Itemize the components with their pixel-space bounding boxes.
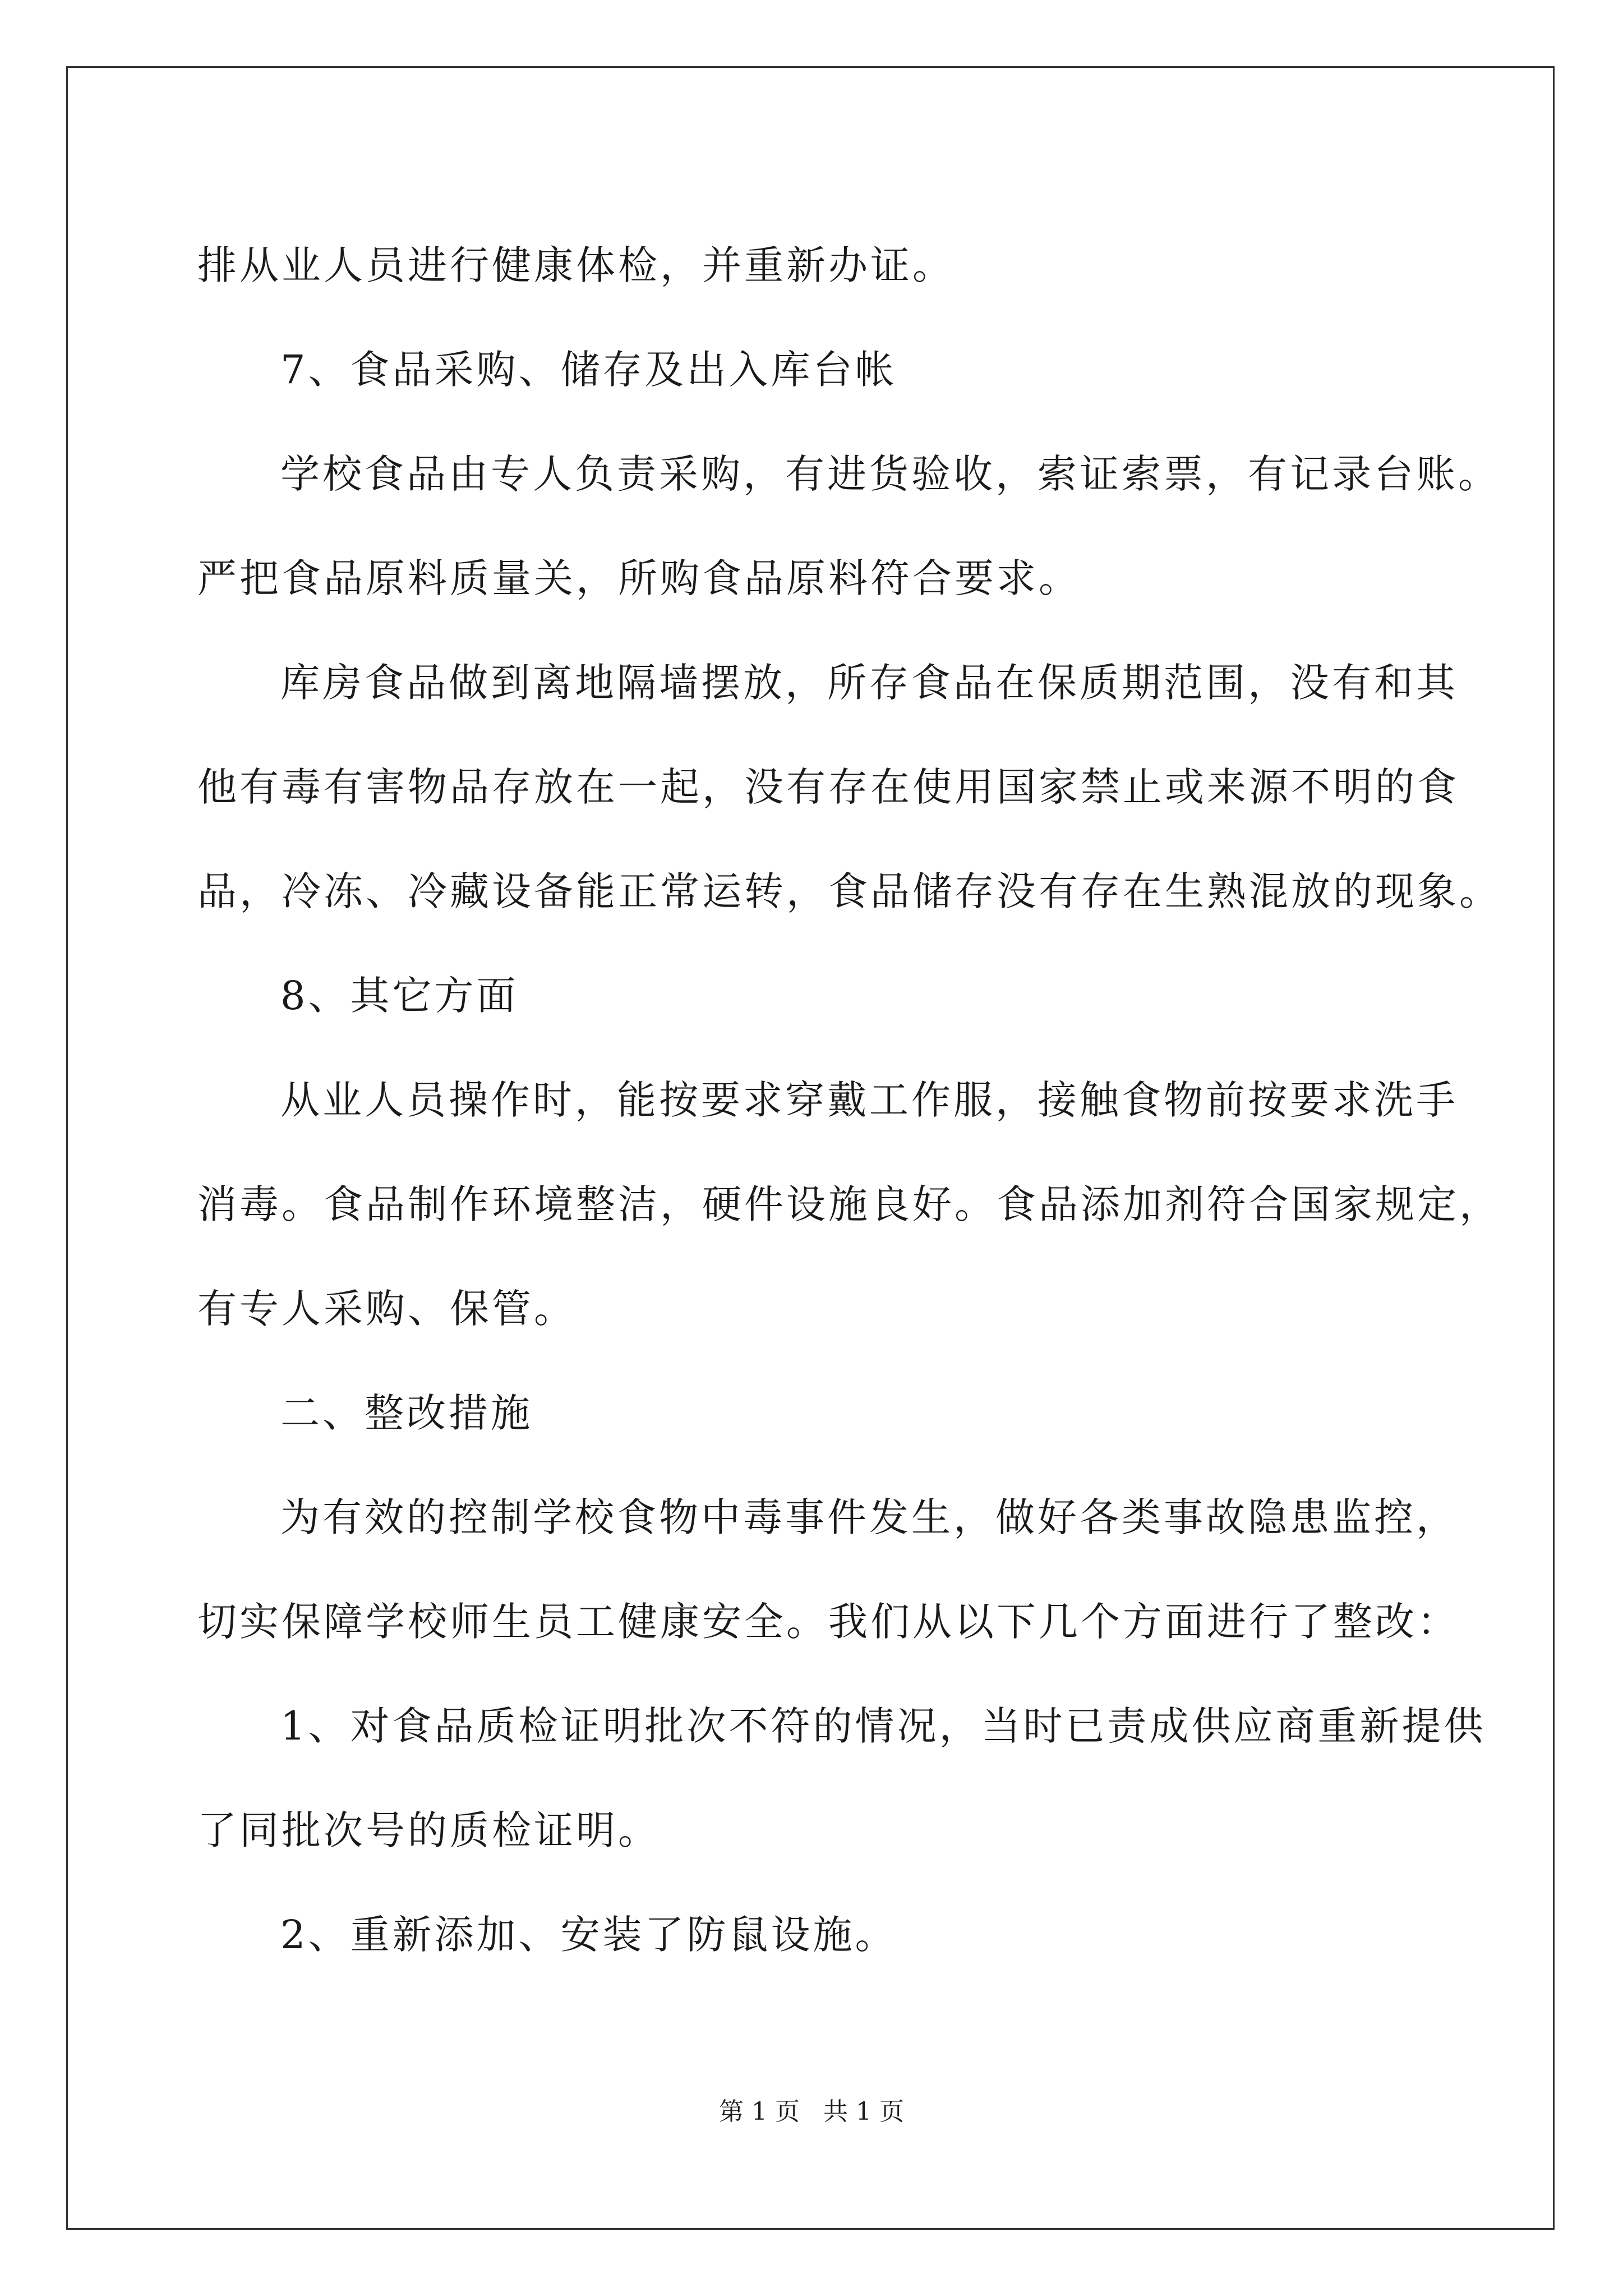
paragraph-line: 切实保障学校师生员工健康安全。我们从以下几个方面进行了整改： [197, 1599, 1459, 1645]
paragraph-line: 1、对食品质检证明批次不符的情况，当时已责成供应商重新提供 [280, 1703, 1486, 1749]
paragraph-line: 他有毒有害物品存放在一起，没有存在使用国家禁止或来源不明的食 [197, 764, 1459, 810]
paragraph-line: 了同批次号的质检证明。 [197, 1807, 660, 1853]
page-number-label: 第 1 页 共 1 页 [719, 2097, 904, 2126]
paragraph-line: 品，冷冻、冷藏设备能正常运转，食品储存没有存在生熟混放的现象。 [197, 868, 1501, 914]
paragraph-line: 消毒。食品制作环境整洁，硬件设施良好。食品添加剂符合国家规定， [197, 1181, 1501, 1227]
section-heading-rectification: 二、整改措施 [280, 1390, 533, 1436]
paragraph-line: 库房食品做到离地隔墙摆放，所存食品在保质期范围，没有和其 [280, 660, 1458, 706]
paragraph-line: 排从业人员进行健康体检，并重新办证。 [197, 242, 955, 288]
page-footer [0, 2095, 1623, 2129]
paragraph-line: 2、重新添加、安装了防鼠设施。 [280, 1912, 897, 1958]
section-heading-7: 7、食品采购、储存及出入库台帐 [280, 347, 897, 393]
paragraph-line: 有专人采购、保管。 [197, 1286, 576, 1332]
paragraph-line: 从业人员操作时，能按要求穿戴工作服，接触食物前按要求洗手 [280, 1077, 1458, 1123]
section-heading-8: 8、其它方面 [280, 973, 519, 1019]
paragraph-line: 学校食品由专人负责采购，有进货验收，索证索票，有记录台账。 [280, 451, 1500, 497]
document-body [197, 213, 1501, 1987]
paragraph-line: 为有效的控制学校食物中毒事件发生，做好各类事故隐患监控， [280, 1494, 1458, 1540]
paragraph-line: 严把食品原料质量关，所购食品原料符合要求。 [197, 555, 1081, 601]
